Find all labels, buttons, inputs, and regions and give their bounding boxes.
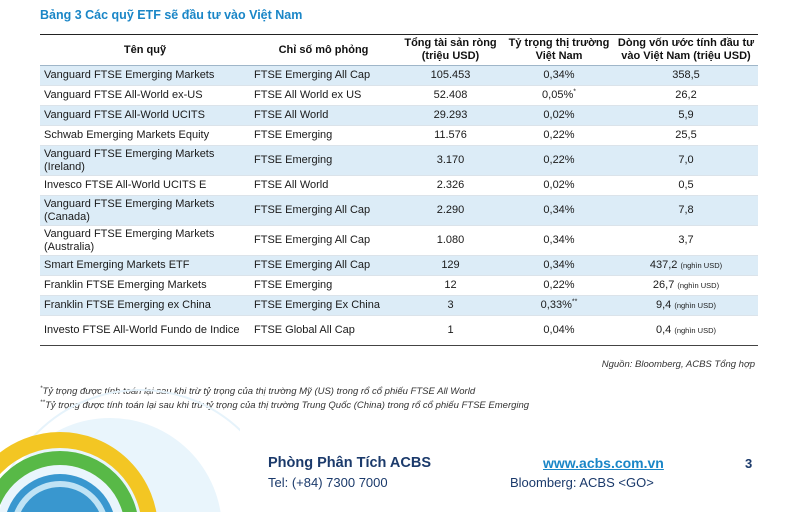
- cell-index: FTSE Global All Cap: [250, 316, 397, 346]
- cell-estimated-inflow: [614, 196, 758, 226]
- inflow-value: 3,7: [678, 234, 694, 246]
- table-row: [40, 126, 758, 146]
- cell-estimated-inflow: [614, 106, 758, 126]
- cell-index: FTSE All World ex US: [250, 86, 397, 106]
- inflow-value: 5,9: [678, 109, 694, 121]
- weight-value: 0,33%: [540, 299, 572, 311]
- cell-estimated-inflow: [614, 296, 758, 316]
- cell-net-assets: 2.326: [397, 176, 504, 196]
- table-body: [40, 66, 758, 346]
- cell-net-assets: 11.576: [397, 126, 504, 146]
- cell-net-assets: 1.080: [397, 226, 504, 256]
- inflow-value: 7,0: [678, 154, 694, 166]
- cell-index: FTSE Emerging: [250, 146, 397, 176]
- etf-table: [40, 34, 758, 346]
- table-row: [40, 276, 758, 296]
- weight-value: 0,34%: [543, 69, 575, 81]
- cell-estimated-inflow: [614, 86, 758, 106]
- cell-index: FTSE Emerging All Cap: [250, 196, 397, 226]
- cell-fund-name: Smart Emerging Markets ETF: [40, 256, 250, 276]
- cell-net-assets: 1: [397, 316, 504, 346]
- cell-index: FTSE Emerging: [250, 126, 397, 146]
- cell-net-assets: 3: [397, 296, 504, 316]
- cell-estimated-inflow: [614, 226, 758, 256]
- inflow-value: 7,8: [678, 204, 694, 216]
- table-row: [40, 296, 758, 316]
- cell-vietnam-weight: [504, 276, 614, 296]
- inflow-value: 26,7: [652, 279, 675, 291]
- weight-value: 0,22%: [543, 154, 575, 166]
- inflow-unit: (nghìn USD): [674, 301, 717, 310]
- cell-estimated-inflow: [614, 126, 758, 146]
- footnote-1-mark: *: [40, 384, 43, 392]
- cell-index: FTSE All World: [250, 176, 397, 196]
- weight-value: 0,34%: [543, 259, 575, 271]
- table-title: Bảng 3 Các quỹ ETF sẽ đầu tư vào Việt Nam: [40, 8, 303, 22]
- weight-value: 0,34%: [543, 234, 575, 246]
- footer-department: Phòng Phân Tích ACBS: [268, 455, 431, 471]
- cell-vietnam-weight: [504, 146, 614, 176]
- cell-estimated-inflow: [614, 66, 758, 86]
- table-row: [40, 146, 758, 176]
- inflow-unit: (nghìn USD): [680, 261, 723, 270]
- inflow-unit: (nghìn USD): [674, 326, 717, 335]
- decorative-circles: [0, 380, 240, 512]
- header-vietnam-weight: Tỷ trọng thị trường Việt Nam: [504, 35, 614, 66]
- source-note: Nguồn: Bloomberg, ACBS Tổng hợp: [601, 359, 755, 370]
- weight-value: 0,02%: [543, 179, 575, 191]
- cell-vietnam-weight: [504, 196, 614, 226]
- cell-net-assets: 29.293: [397, 106, 504, 126]
- cell-fund-name: Vanguard FTSE Emerging Markets (Australia): [40, 226, 250, 256]
- weight-value: 0,04%: [543, 324, 575, 336]
- cell-fund-name: Invesco FTSE All-World UCITS E: [40, 176, 250, 196]
- cell-fund-name: Franklin FTSE Emerging Markets: [40, 276, 250, 296]
- cell-index: FTSE Emerging All Cap: [250, 256, 397, 276]
- weight-value: 0,34%: [543, 204, 575, 216]
- footer-website-link[interactable]: www.acbs.com.vn: [543, 455, 664, 471]
- table-row: [40, 106, 758, 126]
- cell-net-assets: 129: [397, 256, 504, 276]
- inflow-value: 25,5: [675, 129, 697, 141]
- table-row: [40, 316, 758, 346]
- footnote-1-text: Tỷ trọng được tính toán lại sau khi trừ tỷ trọng của thị trường Mỹ (US) trong rổ cổ phiếu FTSE All World: [42, 386, 476, 397]
- cell-fund-name: Vanguard FTSE Emerging Markets (Canada): [40, 196, 250, 226]
- inflow-value: 9,4: [655, 299, 672, 311]
- table-row: [40, 86, 758, 106]
- footer-phone: Tel: (+84) 7300 7000: [268, 475, 388, 490]
- inflow-unit: (nghìn USD): [677, 281, 720, 290]
- table-row: [40, 196, 758, 226]
- header-estimated-inflow: Dòng vốn ước tính đầu tư vào Việt Nam (triệu USD): [614, 35, 758, 66]
- cell-vietnam-weight: [504, 126, 614, 146]
- weight-value: 0,22%: [543, 279, 575, 291]
- cell-estimated-inflow: [614, 276, 758, 296]
- cell-estimated-inflow: [614, 176, 758, 196]
- cell-fund-name: Vanguard FTSE Emerging Markets: [40, 66, 250, 86]
- inflow-value: 26,2: [675, 89, 697, 101]
- cell-vietnam-weight: [504, 106, 614, 126]
- weight-footnote-mark: **: [571, 298, 578, 306]
- footer-bloomberg: Bloomberg: ACBS <GO>: [510, 475, 654, 490]
- header-fund-name: Tên quỹ: [40, 35, 250, 66]
- cell-estimated-inflow: [614, 256, 758, 276]
- cell-fund-name: Franklin FTSE Emerging ex China: [40, 296, 250, 316]
- cell-vietnam-weight: [504, 316, 614, 346]
- weight-value: 0,22%: [543, 129, 575, 141]
- cell-fund-name: Vanguard FTSE Emerging Markets (Ireland): [40, 146, 250, 176]
- cell-vietnam-weight: [504, 176, 614, 196]
- cell-index: FTSE Emerging: [250, 276, 397, 296]
- cell-net-assets: 3.170: [397, 146, 504, 176]
- inflow-value: 0,5: [678, 179, 694, 191]
- cell-net-assets: 105.453: [397, 66, 504, 86]
- cell-estimated-inflow: [614, 316, 758, 346]
- footnote-2-mark: **: [40, 398, 46, 406]
- weight-value: 0,05%: [542, 89, 574, 101]
- weight-value: 0,02%: [543, 109, 575, 121]
- cell-fund-name: Vanguard FTSE All-World UCITS: [40, 106, 250, 126]
- table-row: [40, 176, 758, 196]
- table-header-row: [40, 35, 758, 66]
- inflow-value: 0,4: [655, 324, 672, 336]
- cell-fund-name: Vanguard FTSE All-World ex-US: [40, 86, 250, 106]
- cell-estimated-inflow: [614, 146, 758, 176]
- cell-vietnam-weight: [504, 86, 614, 106]
- page-number: 3: [745, 456, 753, 471]
- cell-index: FTSE Emerging Ex China: [250, 296, 397, 316]
- cell-vietnam-weight: [504, 296, 614, 316]
- cell-index: FTSE Emerging All Cap: [250, 226, 397, 256]
- table-row: [40, 66, 758, 86]
- cell-fund-name: Investo FTSE All-World Fundo de Indice: [40, 316, 250, 346]
- cell-fund-name: Schwab Emerging Markets Equity: [40, 126, 250, 146]
- cell-index: FTSE All World: [250, 106, 397, 126]
- header-index: Chỉ số mô phỏng: [250, 35, 397, 66]
- weight-footnote-mark: *: [573, 88, 576, 96]
- table-row: [40, 226, 758, 256]
- header-net-assets: Tổng tài sản ròng (triệu USD): [397, 35, 504, 66]
- cell-vietnam-weight: [504, 66, 614, 86]
- cell-net-assets: 12: [397, 276, 504, 296]
- cell-index: FTSE Emerging All Cap: [250, 66, 397, 86]
- footnote-2-text: Tỷ trọng được tính toán lại sau khi trừ tỷ trọng của thị trường Trung Quốc (China) trong rổ cổ phiếu FTSE Emerging: [45, 400, 530, 411]
- cell-net-assets: 52.408: [397, 86, 504, 106]
- inflow-value: 437,2: [649, 259, 678, 271]
- table-row: [40, 256, 758, 276]
- inflow-value: 358,5: [672, 69, 700, 81]
- cell-net-assets: 2.290: [397, 196, 504, 226]
- cell-vietnam-weight: [504, 256, 614, 276]
- cell-vietnam-weight: [504, 226, 614, 256]
